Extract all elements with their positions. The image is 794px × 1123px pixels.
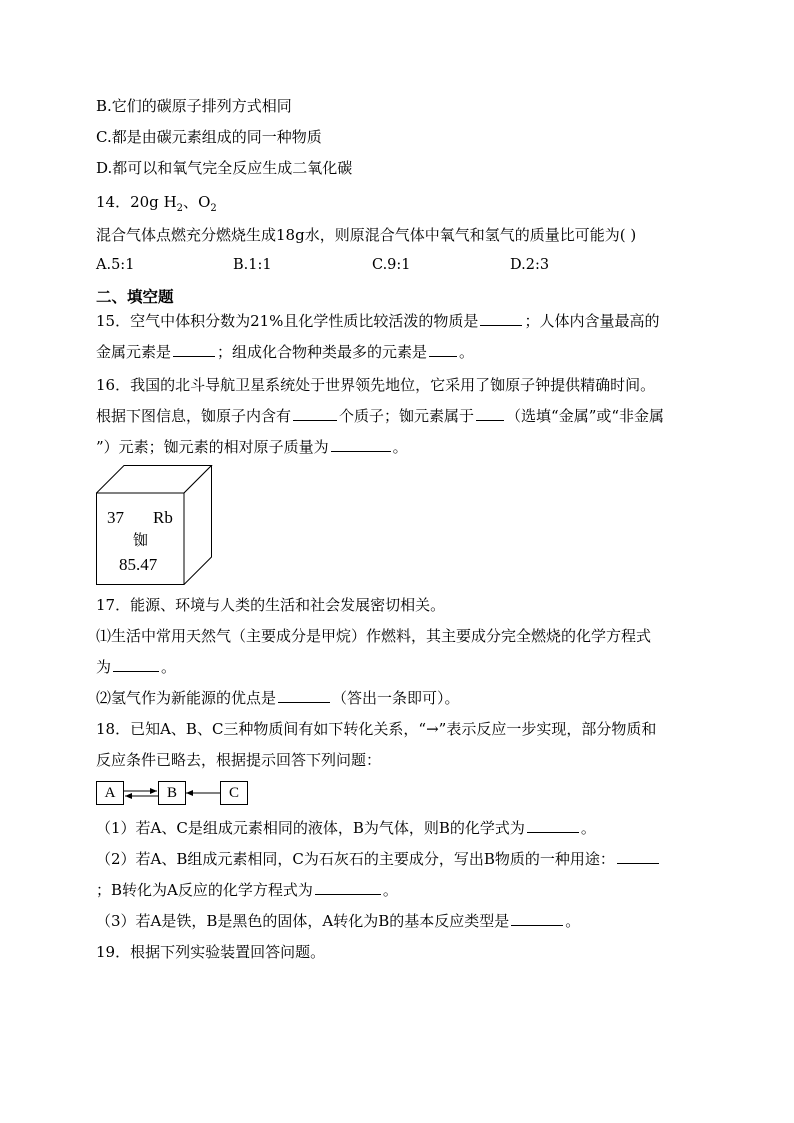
q16-line3: ”）元素；铷元素的相对原子质量为 。 — [96, 438, 408, 456]
q14-separator: 、 — [183, 193, 199, 211]
answer-blank[interactable] — [617, 849, 659, 864]
q16-line2: 根据下图信息，铷原子内含有 个质子；铷元素属于 （选填“金属”或“非金属 — [96, 407, 665, 425]
q14-formula-line — [96, 192, 217, 215]
element-name: 铷 — [133, 531, 149, 549]
q17-sub1-line1: ⑴生活中常用天然气（主要成分是甲烷）作燃料，其主要成分完全燃烧的化学方程式 — [96, 627, 652, 645]
q15-line2: 金属元素是 ；组成化合物种类最多的元素是 。 — [96, 343, 475, 361]
h2-formula: $H_2$ — [163, 193, 184, 214]
q14-number: 14． — [96, 193, 131, 211]
box-b: B — [158, 781, 186, 805]
answer-blank[interactable] — [480, 311, 522, 326]
answer-blank[interactable] — [278, 688, 330, 703]
q14-mass: 20g — [130, 193, 159, 211]
reaction-arrows — [96, 781, 256, 807]
q19-stem: 19．根据下列实验装置回答问题。 — [96, 943, 326, 961]
box-c: C — [220, 781, 248, 805]
q18-stem-line2: 反应条件已略去，根据提示回答下列问题： — [96, 751, 382, 769]
answer-blank[interactable] — [331, 437, 391, 452]
box-a: A — [96, 781, 124, 805]
answer-blank[interactable] — [113, 657, 159, 672]
q13-option-c: C.都是由碳元素组成的同一种物质 — [96, 128, 322, 146]
q13-option-d: D.都可以和氧气完全反应生成二氧化碳 — [96, 159, 353, 177]
q14-option-a: A.5:1 — [96, 257, 135, 273]
transformation-diagram — [96, 781, 256, 807]
q17-stem: 17．能源、环境与人类的生活和社会发展密切相关。 — [96, 596, 446, 614]
q18-sub1: （1）若A、C是组成元素相同的液体，B为气体，则B的化学式为 。 — [96, 819, 596, 837]
q18-sub2-line1: （2）若A、B组成元素相同，C为石灰石的主要成分，写出B物质的一种用途： — [96, 849, 661, 869]
q18-stem-line1: 18．已知A、B、C三种物质间有如下转化关系，“→”表示反应一步实现，部分物质和 — [96, 720, 657, 738]
q14-option-b: B.1:1 — [233, 257, 272, 273]
q13-option-b: B.它们的碳原子排列方式相同 — [96, 97, 292, 115]
atomic-mass: 85.47 — [119, 555, 158, 574]
q14-option-c: C.9:1 — [372, 257, 411, 273]
element-symbol: Rb — [153, 508, 173, 527]
q17-sub1-line2: 为 。 — [96, 658, 177, 676]
answer-blank[interactable] — [315, 880, 381, 895]
q15-line1: 15．空气中体积分数为21%且化学性质比较活泼的物质是 ；人体内含量最高的 — [96, 312, 660, 330]
answer-blank[interactable] — [293, 406, 337, 421]
q17-sub2: ⑵氢气作为新能源的优点是 （答出一条即可）。 — [96, 689, 460, 707]
answer-blank[interactable] — [173, 342, 215, 357]
q18-sub3: （3）若A是铁，B是黑色的固体，A转化为B的基本反应类型是 。 — [96, 912, 581, 930]
q16-line1: 16．我国的北斗导航卫星系统处于世界领先地位，它采用了铷原子钟提供精确时间。 — [96, 376, 656, 394]
answer-blank[interactable] — [429, 342, 457, 357]
atomic-number: 37 — [107, 508, 124, 527]
q14-stem: 混合气体点燃充分燃烧生成18g水，则原混合气体中氧气和氢气的质量比可能为( ) — [96, 226, 637, 244]
answer-blank[interactable] — [527, 818, 579, 833]
answer-blank[interactable] — [511, 911, 563, 926]
section-title: 二、填空题 — [96, 287, 174, 306]
q14-option-d: D.2:3 — [510, 257, 550, 273]
q18-sub2-line2: ；B转化为A反应的化学方程式为 。 — [96, 881, 398, 899]
answer-blank[interactable] — [476, 406, 504, 421]
o2-formula: $O_2$ — [198, 193, 217, 214]
element-card-rubidium — [96, 465, 216, 585]
